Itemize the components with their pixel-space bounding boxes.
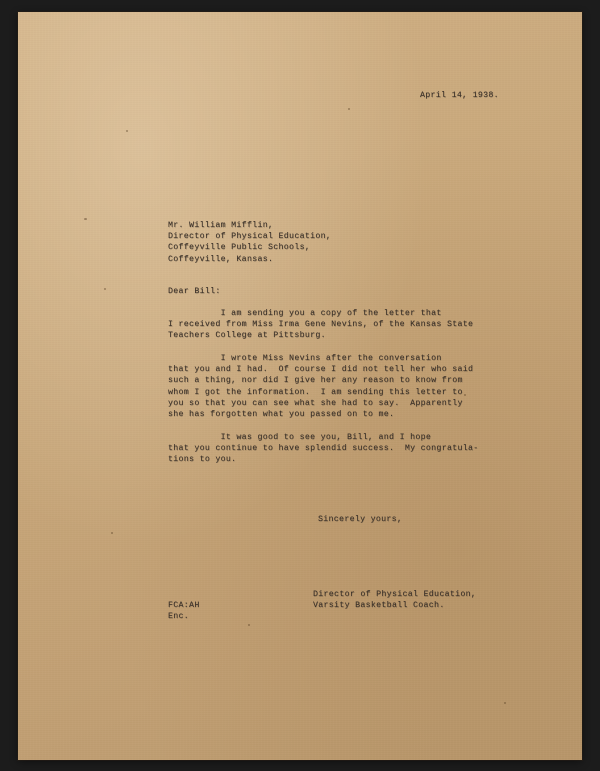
paragraph-line: that you and I had. Of course I did not tell her who said	[168, 365, 474, 375]
paper-speck	[84, 218, 87, 220]
address-line: Coffeyville, Kansas.	[168, 254, 274, 264]
salutation: Dear Bill:	[168, 287, 221, 296]
typist-initials: FCA:AH	[168, 601, 200, 610]
paragraph-line: you so that you can see what she had to say. Apparently	[168, 398, 463, 408]
paragraph-line: I wrote Miss Nevins after the conversation	[168, 354, 442, 363]
body-paragraph-1	[168, 308, 473, 342]
closing-line: Sincerely yours,	[318, 515, 403, 524]
body-paragraph-2	[168, 353, 473, 420]
paper-speck	[504, 702, 506, 704]
paper-speck	[248, 624, 250, 626]
paragraph-line: that you continue to have splendid success. My congratula-	[168, 444, 479, 454]
paragraph-line: such a thing, nor did I give her any reason to know from	[168, 376, 463, 386]
signature-line: Director of Physical Education,	[313, 590, 477, 599]
recipient-address-block	[168, 220, 331, 265]
paragraph-line: tions to you.	[168, 455, 237, 465]
letter-page	[18, 12, 582, 760]
paragraph-line: Teachers College at Pittsburg.	[168, 331, 326, 341]
paper-speck	[111, 532, 113, 534]
signature-block	[313, 589, 476, 611]
enclosure-note: Enc.	[168, 612, 190, 622]
paragraph-line: I am sending you a copy of the letter that	[168, 309, 442, 318]
letter-date: April 14, 1938.	[420, 91, 499, 100]
paragraph-line: I received from Miss Irma Gene Nevins, of the Kansas State	[168, 320, 474, 330]
body-paragraph-3	[168, 432, 479, 466]
paper-speck	[104, 288, 106, 290]
paragraph-line: It was good to see you, Bill, and I hope	[168, 433, 432, 442]
paper-speck	[348, 108, 350, 110]
signature-line: Varsity Basketball Coach.	[313, 601, 445, 611]
address-line: Director of Physical Education,	[168, 232, 332, 242]
paragraph-line: she has forgotten what you passed on to me.	[168, 410, 395, 420]
initials-enclosure-block	[168, 600, 200, 622]
paragraph-line: whom I got the information. I am sending this letter to	[168, 387, 463, 397]
address-line: Mr. William Mifflin,	[168, 221, 274, 230]
paper-speck	[126, 130, 128, 132]
address-line: Coffeyville Public Schools,	[168, 243, 311, 253]
